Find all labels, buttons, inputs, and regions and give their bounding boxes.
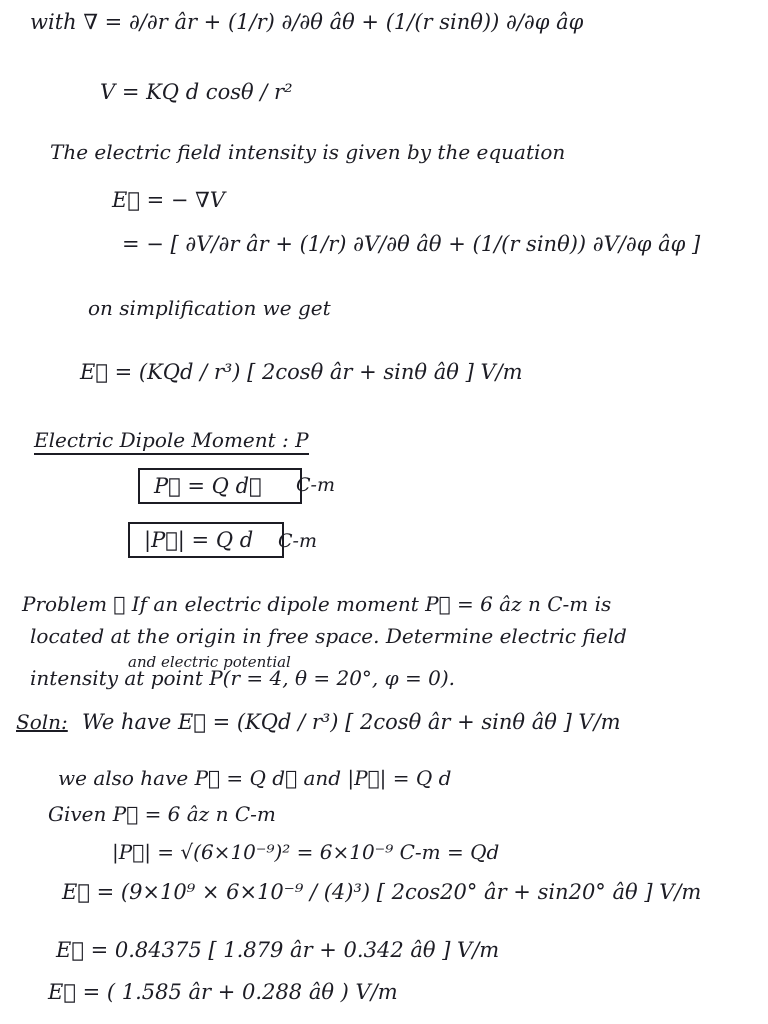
del-operator-line: with ∇ = ∂/∂r âr + (1/r) ∂/∂θ âθ + (1/(r sinθ)) ∂/∂φ âφ	[30, 10, 584, 34]
dipole-relations-line: we also have P⃗ = Q d⃗ and |P⃗| = Q d	[58, 766, 452, 790]
dipole-magnitude-unit: C-m	[278, 530, 317, 552]
problem-statement-line2: located at the origin in free space. Determine electric field	[30, 624, 627, 648]
problem-statement-line3: intensity at point P(r = 4, θ = 20°, φ = 0).	[30, 666, 455, 690]
potential-equation: V = KQ d cosθ / r²	[100, 80, 293, 104]
solution-label: Soln:	[16, 710, 68, 734]
field-gradient-equation: E⃗ = − ∇V	[112, 188, 225, 212]
field-result-equation: E⃗ = (KQd / r³) [ 2cosθ âr + sinθ âθ ] V/m	[80, 360, 523, 384]
dipole-vector-unit: C-m	[296, 474, 335, 496]
gradient-expansion: = − [ ∂V/∂r âr + (1/r) ∂V/∂θ âθ + (1/(r sinθ)) ∂V/∂φ âφ ]	[122, 232, 701, 256]
problem-statement-line1: Problem ① If an electric dipole moment P⃗ = 6 âz n C-m is	[22, 592, 612, 616]
solution-field-equation: We have E⃗ = (KQd / r³) [ 2cosθ âr + sinθ âθ ] V/m	[82, 710, 621, 734]
simplification-text: on simplification we get	[88, 296, 331, 320]
field-intensity-intro: The electric field intensity is given by the equation	[50, 140, 566, 164]
dipole-magnitude-calc: |P⃗| = √(6×10⁻⁹)² = 6×10⁻⁹ C-m = Qd	[112, 840, 500, 864]
field-final-result: E⃗ = ( 1.585 âr + 0.288 âθ ) V/m	[48, 980, 398, 1004]
dipole-moment-heading	[34, 428, 309, 452]
problem-insert-note: and electric potential	[128, 653, 291, 671]
dipole-moment-magnitude-box: |P⃗| = Q d	[128, 522, 284, 558]
given-dipole-line: Given P⃗ = 6 âz n C-m	[48, 802, 276, 826]
dipole-moment-vector-box: P⃗ = Q d⃗	[138, 468, 302, 504]
dipole-moment-heading-text: Electric Dipole Moment : P	[34, 428, 309, 455]
field-intermediate-result: E⃗ = 0.84375 [ 1.879 âr + 0.342 âθ ] V/m	[56, 938, 500, 962]
field-substitution-line: E⃗ = (9×10⁹ × 6×10⁻⁹ / (4)³) [ 2cos20° âr + sin20° âθ ] V/m	[62, 880, 702, 904]
